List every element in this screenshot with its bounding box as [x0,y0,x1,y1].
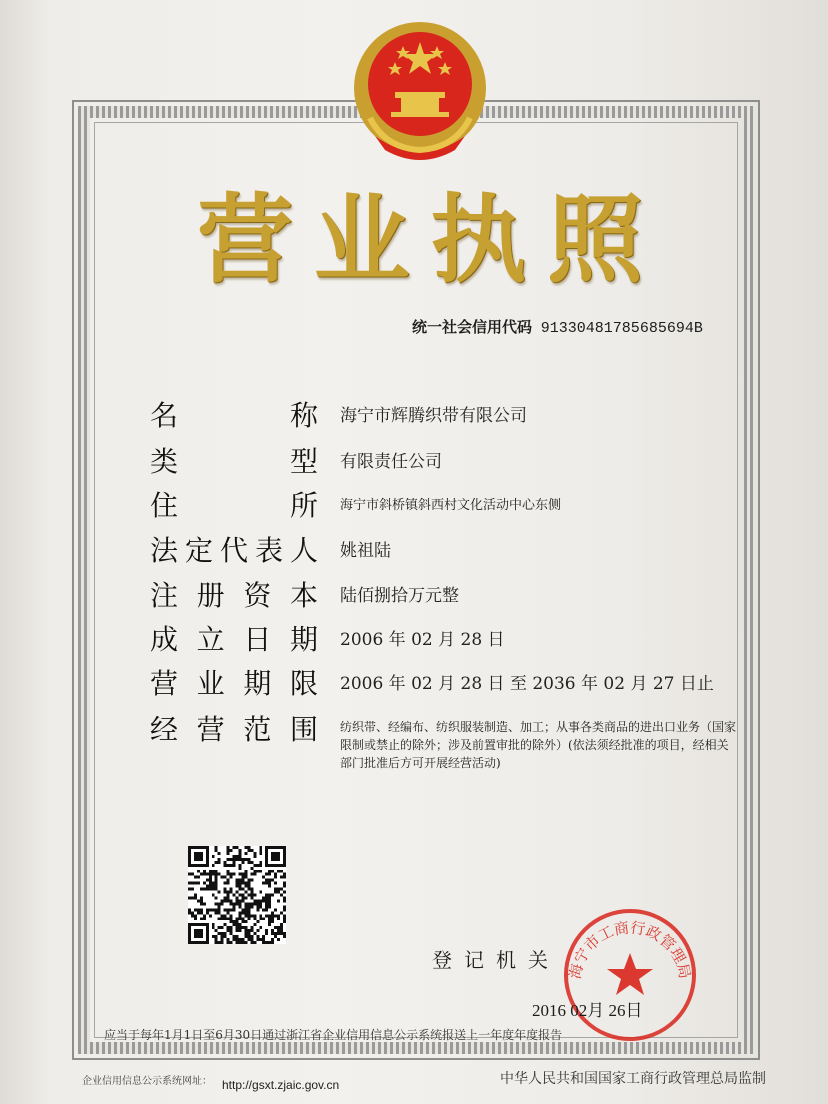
qr-code-icon [188,846,286,944]
credit-code-value: 91330481785685694B [540,320,703,337]
establishment-date: 2006 年 02 月 28 日 [340,630,505,650]
footer-supervisor: 中华人民共和国国家工商行政管理总局监制 [500,1071,766,1087]
field-label: 注 册 资 本 [150,579,318,612]
business-scope: 纺织带、经编布、纺织服装制造、加工；从事各类商品的进出口业务（国家限制或禁止的除外；涉及前置审批的除外）(依法须经批准的项目，经相关部门批准后方可开展经营活动) [340,720,737,770]
field-established [150,622,740,658]
company-name: 海宁市辉腾织带有限公司 [340,406,527,426]
field-label: 成 立 日 期 [150,623,318,656]
registration-authority-label: 登记机关 [432,948,560,972]
field-name [150,398,740,434]
license-title [190,185,650,295]
credit-code-label: 统一社会信用代码 [412,318,533,336]
footer-system-label: 企业信用信息公示系统网址： [82,1076,212,1087]
field-term [150,666,740,702]
field-type [150,444,740,480]
national-emblem-icon [345,18,495,168]
annual-report-notice: 应当于每年1月1日至6月30日通过浙江省企业信用信息公示系统报送上一年度年度报告 [104,1028,563,1042]
issue-date: 2016 02月 26日 [532,1001,643,1020]
company-type: 有限责任公司 [340,452,442,472]
registered-capital: 陆佰捌拾万元整 [340,586,459,606]
field-legal-rep [150,533,740,569]
legal-representative: 姚祖陆 [340,541,391,561]
title-char: 照 [546,184,643,296]
title-char: 业 [313,184,410,296]
seal-text: 海宁市工商行政管理局 [565,918,695,981]
field-scope [150,712,740,772]
footer-url: http://gsxt.zjaic.gov.cn [222,1078,340,1092]
official-seal-icon [560,905,700,1045]
field-label: 名 称 [150,399,318,432]
company-address: 海宁市斜桥镇斜西村文化活动中心东侧 [340,498,562,513]
title-char: 营 [197,184,293,296]
field-address [150,488,740,524]
credit-code [412,316,703,337]
field-label: 住 所 [150,489,318,522]
title-char: 执 [430,184,527,296]
field-label: 营 业 期 限 [150,667,318,700]
field-label: 法 定 代 表 人 [150,534,318,567]
field-label: 类 型 [150,445,318,478]
business-term: 2006 年 02 月 28 日 至 2036 年 02 月 27 日止 [340,674,714,694]
field-label: 经 营 范 围 [150,713,318,746]
field-capital [150,578,740,614]
